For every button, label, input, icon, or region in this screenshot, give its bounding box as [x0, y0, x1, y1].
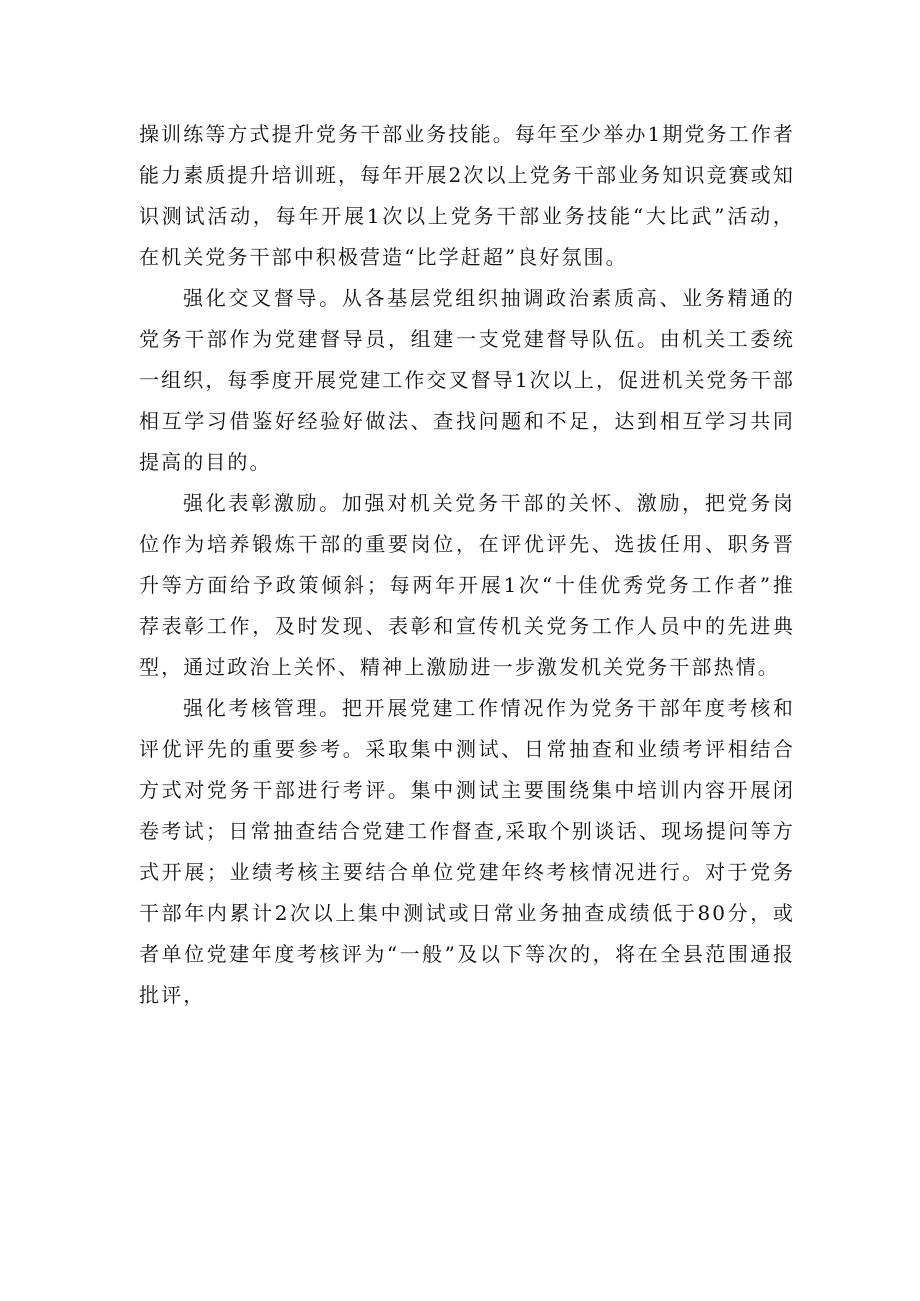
document-body: [139, 114, 795, 1016]
paragraph-cross-supervision: 强化交叉督导。从各基层党组织抽调政治素质高、业务精通的党务干部作为党建督导员，组建一支党建督导队伍。由机关工委统一组织，每季度开展党建工作交叉督导1次以上，促进机关党务干部相互学习借鉴好经验好做法、查找问题和不足，达到相互学习共同提高的目的。: [139, 286, 795, 474]
paragraph-commendation-incentive: 强化表彰激励。加强对机关党务干部的关怀、激励，把党务岗位作为培养锻炼干部的重要岗位，在评优评先、选拔任用、职务晋升等方面给予政策倾斜；每两年开展1次“十佳优秀党务工作者”推荐表彰工作，及时发现、表彰和宣传机关党务工作人员中的先进典型，通过政治上关怀、精神上激励进一步激发机关党务干部热情。: [139, 491, 795, 679]
paragraph-skills-training: 操训练等方式提升党务干部业务技能。每年至少举办1期党务工作者能力素质提升培训班，每年开展2次以上党务干部业务知识竞赛或知识测试活动，每年开展1次以上党务干部业务技能“大比武”活动，在机关党务干部中积极营造“比学赶超”良好氛围。: [139, 122, 795, 269]
paragraph-assessment-management: 强化考核管理。把开展党建工作情况作为党务干部年度考核和评优评先的重要参考。采取集中测试、日常抽查和业绩考评相结合方式对党务干部进行考评。集中测试主要围绕集中培训内容开展闭卷考试；日常抽查结合党建工作督查,采取个别谈话、现场提问等方式开展；业绩考核主要结合单位党建年终考核情况进行。对于党务干部年内累计2次以上集中测试或日常业务抽查成绩低于80分，或者单位党建年度考核评为“一般”及以下等次的，将在全县范围通报批评，: [139, 696, 795, 1007]
